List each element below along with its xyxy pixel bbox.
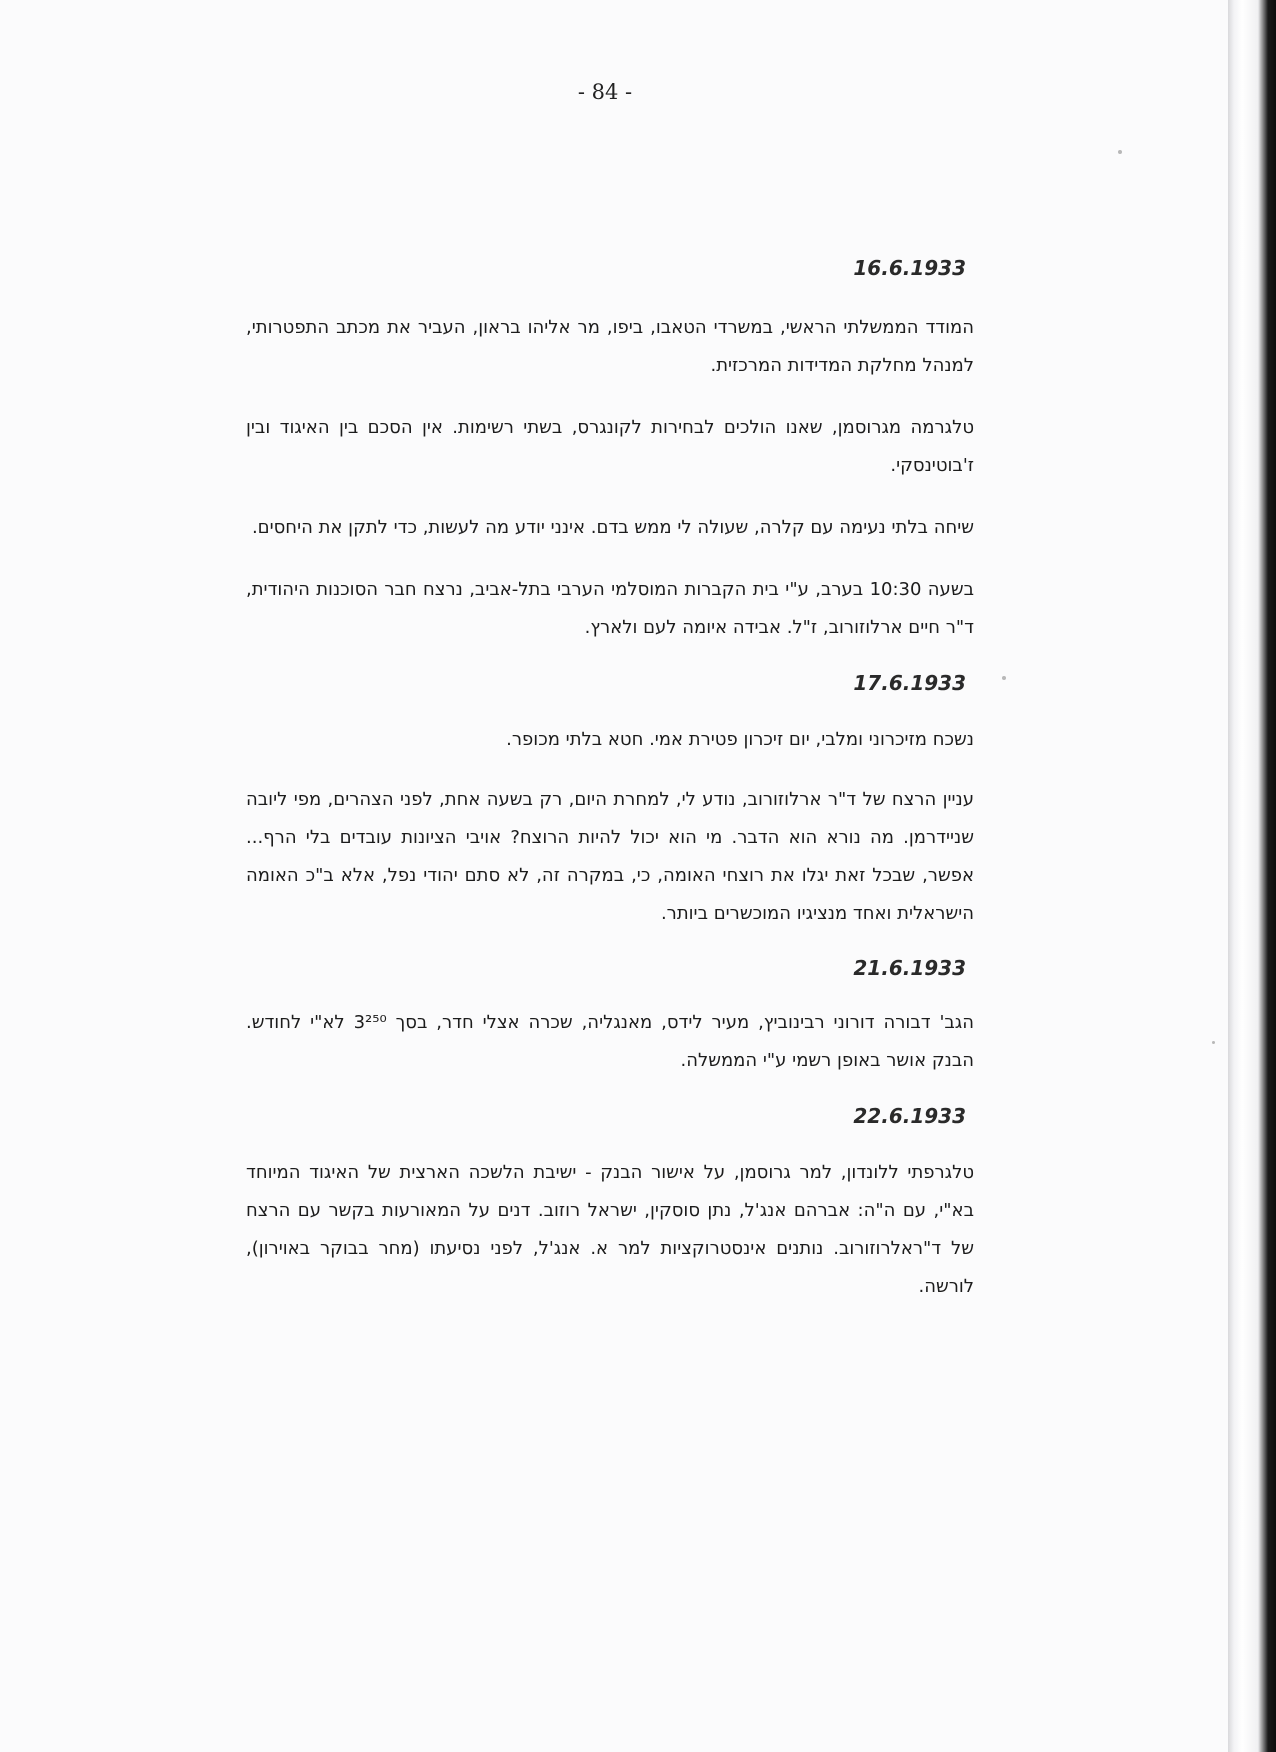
entry-date: 21.6.1933 <box>853 956 966 980</box>
scan-speck <box>1002 676 1006 680</box>
entry-date: 17.6.1933 <box>853 671 966 695</box>
entry-paragraph: טלגרמה מגרוסמן, שאנו הולכים לבחירות לקונגרס, בשתי רשימות. אין הסכם בין האיגוד ובין ז'בוטינסקי. <box>246 417 974 476</box>
page-number: - 84 - <box>577 80 633 104</box>
entry-paragraph: הגב' דבורה דורוני רבינוביץ, מעיר לידס, מאנגליה, שכרה אצלי חדר, בסך 3²⁵⁰ לא"י לחודש. הבנק אושר באופן רשמי ע"י הממשלה. <box>246 1012 974 1071</box>
entry-paragraph: טלגרפתי ללונדון, למר גרוסמן, על אישור הבנק - ישיבת הלשכה הארצית של האיגוד המיוחד בא"י, עם ה"ה: אברהם אנג'ל, נתן סוסקין, ישראל רוזוב. דנים על המאורעות בקשר עם הרצח של ד"ראלרוזורוב. נותנים אינסטרוקציות למר א. אנג'ל, לפני נסיעתו (מחר בבוקר באוירון), לורשה. <box>246 1162 974 1297</box>
scan-page-edge <box>1228 0 1276 1752</box>
diary-content <box>246 256 974 1306</box>
entry-date: 16.6.1933 <box>853 256 966 280</box>
entry-paragraph: המודד הממשלתי הראשי, במשרדי הטאבו, ביפו, מר אליהו בראון, העביר את מכתב התפטרותי, למנהל מחלקת המדידות המרכזית. <box>246 317 974 376</box>
entry-paragraph: עניין הרצח של ד"ר ארלוזורוב, נודע לי, למחרת היום, רק בשעה אחת, לפני הצהרים, מפי ליובה שניידרמן. מה נורא הוא הדבר. מי הוא יכול להיות הרוצח? אויבי הציונות עובדים בלי הרף... אפשר, שבכל זאת יגלו את רוצחי האומה, כי, במקרה זה, לא סתם יהודי נפל, אלא ב"כ האומה הישראלית ואחד מנציגיו המוכשרים ביותר. <box>246 789 974 924</box>
entry-paragraph: נשכח מזיכרוני ומלבי, יום זיכרון פטירת אמי. חטא בלתי מכופר. <box>506 729 974 750</box>
scan-speck <box>1212 1041 1215 1044</box>
entry-paragraph: שיחה בלתי נעימה עם קלרה, שעולה לי ממש בדם. אינני יודע מה לעשות, כדי לתקן את היחסים. <box>251 517 974 538</box>
scan-speck <box>1118 150 1122 154</box>
entry-paragraph: בשעה 10:30 בערב, ע"י בית הקברות המוסלמי הערבי בתל-אביב, נרצח חבר הסוכנות היהודית, ד"ר חיים ארלוזורוב, ז"ל. אבידה איומה לעם ולארץ. <box>246 579 974 638</box>
entry-date: 22.6.1933 <box>853 1104 966 1128</box>
